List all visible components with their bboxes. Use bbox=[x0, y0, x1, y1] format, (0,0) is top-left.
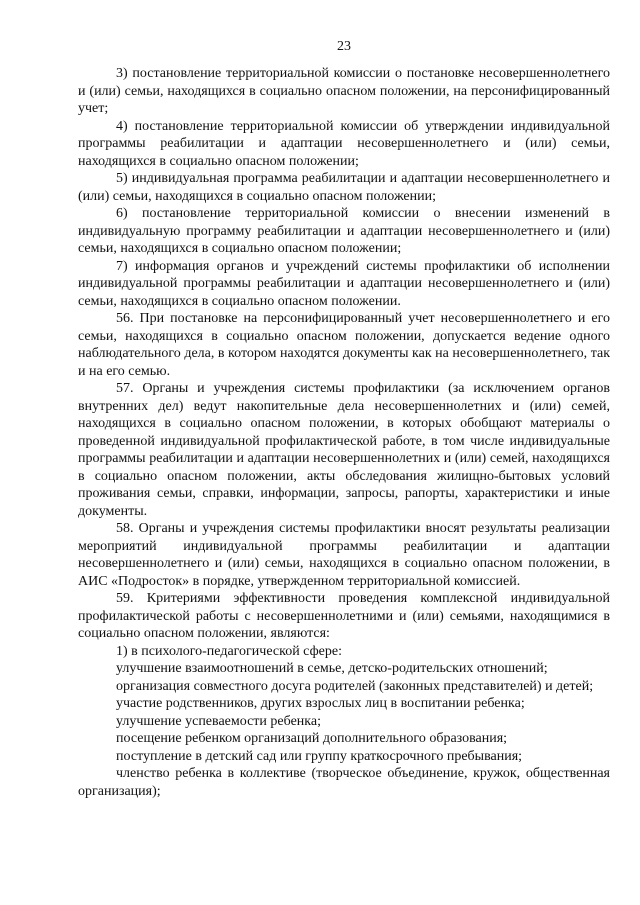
criteria-item-performance: улучшение успеваемости ребенка; bbox=[116, 713, 321, 729]
document-page bbox=[78, 38, 610, 800]
criteria-item-kindergarten: поступление в детский сад или группу краткосрочного пребывания; bbox=[116, 748, 523, 764]
page-number: 23 bbox=[337, 39, 351, 54]
criteria-item-leisure: организация совместного досуга родителей (законных представителей) и детей; bbox=[116, 678, 594, 694]
paragraph-item-4: 4) постановление территориальной комиссии об утверждении индивидуальной программы реабилитации и адаптации несовершеннолетнего и (или) семьи, находящихся в социально опасном положении; bbox=[78, 118, 610, 169]
paragraph-item-5: 5) индивидуальная программа реабилитации и адаптации несовершеннолетнего и (или) семьи, находящихся в социально опасном положении; bbox=[78, 171, 610, 204]
paragraph-item-7: 7) информация органов и учреждений системы профилактики об исполнении индивидуальной программы реабилитации и адаптации несовершеннолетнего и (или) семьи, находящихся в социально опасном положении. bbox=[78, 258, 610, 309]
paragraph-58: 58. Органы и учреждения системы профилактики вносят результаты реализации мероприятий индивидуальной программы реабилитации и адаптации несовершеннолетнего и (или) семьи, находящихся в социально опасном положении, в АИС «Подросток» в порядке, утвержденном территориальной комиссией. bbox=[78, 521, 610, 589]
paragraph-item-3: 3) постановление территориальной комиссии о постановке несовершеннолетнего и (или) семьи, находящихся в социально опасном положении, на персонифицированный учет; bbox=[78, 66, 610, 116]
criteria-item-membership: членство ребенка в коллективе (творческое объединение, кружок, общественная организация); bbox=[78, 766, 610, 799]
paragraph-59: 59. Критериями эффективности проведения комплексной индивидуальной профилактической работы с несовершеннолетними и (или) семьями, находящимися в социально опасном положении, являются: bbox=[78, 591, 610, 641]
paragraph-56: 56. При постановке на персонифицированный учет несовершеннолетнего и его семьи, находящихся в социально опасном положении, допускается ведение одного наблюдательного дела, в котором находятся документы как на несовершеннолетнего, так и на его семью. bbox=[78, 311, 610, 379]
paragraph-59-subheading: 1) в психолого-педагогической сфере: bbox=[116, 643, 342, 659]
paragraph-item-6: 6) постановление территориальной комиссии о внесении изменений в индивидуальную программу реабилитации и адаптации несовершеннолетнего и (или) семьи, находящихся в социально опасном положении; bbox=[78, 206, 610, 256]
criteria-item-relations: улучшение взаимоотношений в семье, детско-родительских отношений; bbox=[116, 661, 548, 676]
criteria-item-extra-education: посещение ребенком организаций дополнительного образования; bbox=[116, 731, 508, 746]
criteria-item-relatives: участие родственников, других взрослых лиц в воспитании ребенка; bbox=[116, 696, 525, 711]
paragraph-57: 57. Органы и учреждения системы профилактики (за исключением органов внутренних дел) ведут накопительные дела несовершеннолетних и (или) семей, находящихся в социально опасном положении, в которых обобщают материалы о проведенной индивидуальной профилактической работе, в том числе индивидуальные программы реабилитации и адаптации несовершеннолетних и (или) семей, находящихся в социально опасном положении, акты обследования жилищно-бытовых условий проживания семьи, справки, информации, запросы, рапорты, характеристики и иные документы. bbox=[78, 381, 610, 519]
